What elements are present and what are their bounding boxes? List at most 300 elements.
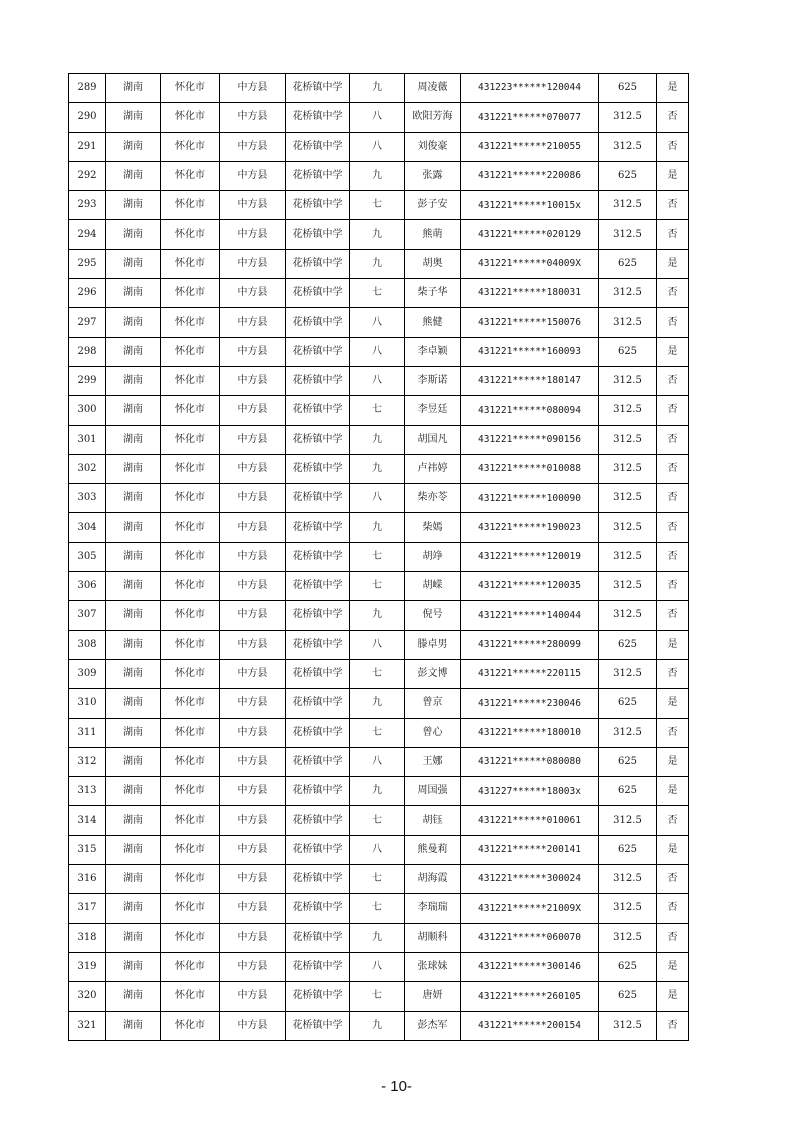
serial-number-cell: 294 <box>69 220 106 249</box>
county-cell: 中方县 <box>220 835 286 864</box>
flag-cell: 否 <box>657 894 689 923</box>
province-cell: 湖南 <box>106 308 161 337</box>
amount-cell: 312.5 <box>599 308 657 337</box>
province-cell: 湖南 <box>106 542 161 571</box>
grade-cell: 九 <box>350 777 405 806</box>
serial-number-cell: 308 <box>69 630 106 659</box>
city-cell: 怀化市 <box>161 425 220 454</box>
county-cell: 中方县 <box>220 161 286 190</box>
serial-number-cell: 304 <box>69 513 106 542</box>
grade-cell: 八 <box>350 952 405 981</box>
province-cell: 湖南 <box>106 220 161 249</box>
table-row <box>69 718 689 747</box>
student-name-cell: 胡钰 <box>405 806 461 835</box>
city-cell: 怀化市 <box>161 74 220 103</box>
city-cell: 怀化市 <box>161 659 220 688</box>
student-name-cell: 张球妹 <box>405 952 461 981</box>
student-name-cell: 胡顺科 <box>405 923 461 952</box>
amount-cell: 312.5 <box>599 865 657 894</box>
student-name-cell: 熊萌 <box>405 220 461 249</box>
serial-number-cell: 316 <box>69 865 106 894</box>
amount-cell: 625 <box>599 249 657 278</box>
id-number-cell: 431221******10015x <box>461 191 599 220</box>
school-cell: 花桥镇中学 <box>286 982 350 1011</box>
student-name-cell: 柴子华 <box>405 279 461 308</box>
grade-cell: 九 <box>350 513 405 542</box>
id-number-cell: 431221******200154 <box>461 1011 599 1040</box>
table-row <box>69 865 689 894</box>
flag-cell: 是 <box>657 630 689 659</box>
table-row <box>69 601 689 630</box>
school-cell: 花桥镇中学 <box>286 952 350 981</box>
province-cell: 湖南 <box>106 747 161 776</box>
city-cell: 怀化市 <box>161 366 220 395</box>
grade-cell: 八 <box>350 308 405 337</box>
amount-cell: 312.5 <box>599 542 657 571</box>
table-row <box>69 806 689 835</box>
flag-cell: 否 <box>657 484 689 513</box>
province-cell: 湖南 <box>106 689 161 718</box>
province-cell: 湖南 <box>106 132 161 161</box>
county-cell: 中方县 <box>220 865 286 894</box>
amount-cell: 312.5 <box>599 366 657 395</box>
serial-number-cell: 317 <box>69 894 106 923</box>
student-name-cell: 胡国凡 <box>405 425 461 454</box>
city-cell: 怀化市 <box>161 191 220 220</box>
subsidy-table <box>68 73 689 1041</box>
serial-number-cell: 311 <box>69 718 106 747</box>
county-cell: 中方县 <box>220 484 286 513</box>
province-cell: 湖南 <box>106 806 161 835</box>
id-number-cell: 431221******120019 <box>461 542 599 571</box>
city-cell: 怀化市 <box>161 308 220 337</box>
id-number-cell: 431221******120035 <box>461 572 599 601</box>
serial-number-cell: 310 <box>69 689 106 718</box>
grade-cell: 八 <box>350 835 405 864</box>
grade-cell: 七 <box>350 894 405 923</box>
student-name-cell: 卢祎婷 <box>405 454 461 483</box>
province-cell: 湖南 <box>106 337 161 366</box>
serial-number-cell: 292 <box>69 161 106 190</box>
county-cell: 中方县 <box>220 220 286 249</box>
table-row <box>69 894 689 923</box>
serial-number-cell: 321 <box>69 1011 106 1040</box>
id-number-cell: 431221******230046 <box>461 689 599 718</box>
grade-cell: 七 <box>350 982 405 1011</box>
school-cell: 花桥镇中学 <box>286 396 350 425</box>
table-row <box>69 777 689 806</box>
county-cell: 中方县 <box>220 396 286 425</box>
flag-cell: 否 <box>657 572 689 601</box>
table-row <box>69 191 689 220</box>
amount-cell: 312.5 <box>599 601 657 630</box>
amount-cell: 312.5 <box>599 103 657 132</box>
flag-cell: 是 <box>657 835 689 864</box>
table-row <box>69 220 689 249</box>
city-cell: 怀化市 <box>161 132 220 161</box>
school-cell: 花桥镇中学 <box>286 572 350 601</box>
serial-number-cell: 307 <box>69 601 106 630</box>
id-number-cell: 431221******070077 <box>461 103 599 132</box>
city-cell: 怀化市 <box>161 279 220 308</box>
province-cell: 湖南 <box>106 659 161 688</box>
grade-cell: 七 <box>350 396 405 425</box>
province-cell: 湖南 <box>106 74 161 103</box>
grade-cell: 八 <box>350 630 405 659</box>
serial-number-cell: 319 <box>69 952 106 981</box>
serial-number-cell: 296 <box>69 279 106 308</box>
county-cell: 中方县 <box>220 718 286 747</box>
grade-cell: 七 <box>350 542 405 571</box>
flag-cell: 否 <box>657 1011 689 1040</box>
student-name-cell: 曾心 <box>405 718 461 747</box>
county-cell: 中方县 <box>220 279 286 308</box>
flag-cell: 否 <box>657 659 689 688</box>
student-name-cell: 柴亦苓 <box>405 484 461 513</box>
province-cell: 湖南 <box>106 894 161 923</box>
id-number-cell: 431221******160093 <box>461 337 599 366</box>
flag-cell: 否 <box>657 454 689 483</box>
student-name-cell: 刘俊豪 <box>405 132 461 161</box>
amount-cell: 312.5 <box>599 659 657 688</box>
id-number-cell: 431221******21009X <box>461 894 599 923</box>
id-number-cell: 431221******150076 <box>461 308 599 337</box>
city-cell: 怀化市 <box>161 689 220 718</box>
flag-cell: 是 <box>657 689 689 718</box>
province-cell: 湖南 <box>106 279 161 308</box>
school-cell: 花桥镇中学 <box>286 806 350 835</box>
grade-cell: 九 <box>350 1011 405 1040</box>
student-name-cell: 欧阳芳海 <box>405 103 461 132</box>
grade-cell: 九 <box>350 161 405 190</box>
table-row <box>69 454 689 483</box>
province-cell: 湖南 <box>106 835 161 864</box>
student-name-cell: 周凌薇 <box>405 74 461 103</box>
flag-cell: 是 <box>657 161 689 190</box>
flag-cell: 否 <box>657 308 689 337</box>
city-cell: 怀化市 <box>161 337 220 366</box>
serial-number-cell: 315 <box>69 835 106 864</box>
id-number-cell: 431221******010088 <box>461 454 599 483</box>
table-row <box>69 952 689 981</box>
county-cell: 中方县 <box>220 542 286 571</box>
grade-cell: 七 <box>350 191 405 220</box>
table-row <box>69 425 689 454</box>
county-cell: 中方县 <box>220 191 286 220</box>
grade-cell: 八 <box>350 103 405 132</box>
amount-cell: 312.5 <box>599 572 657 601</box>
grade-cell: 九 <box>350 220 405 249</box>
grade-cell: 七 <box>350 279 405 308</box>
serial-number-cell: 302 <box>69 454 106 483</box>
province-cell: 湖南 <box>106 191 161 220</box>
province-cell: 湖南 <box>106 454 161 483</box>
school-cell: 花桥镇中学 <box>286 366 350 395</box>
table-row <box>69 484 689 513</box>
city-cell: 怀化市 <box>161 103 220 132</box>
id-number-cell: 431221******190023 <box>461 513 599 542</box>
province-cell: 湖南 <box>106 103 161 132</box>
city-cell: 怀化市 <box>161 1011 220 1040</box>
grade-cell: 七 <box>350 572 405 601</box>
id-number-cell: 431221******180031 <box>461 279 599 308</box>
city-cell: 怀化市 <box>161 952 220 981</box>
county-cell: 中方县 <box>220 74 286 103</box>
flag-cell: 是 <box>657 982 689 1011</box>
flag-cell: 否 <box>657 425 689 454</box>
flag-cell: 否 <box>657 923 689 952</box>
county-cell: 中方县 <box>220 308 286 337</box>
table-row <box>69 308 689 337</box>
school-cell: 花桥镇中学 <box>286 630 350 659</box>
province-cell: 湖南 <box>106 484 161 513</box>
city-cell: 怀化市 <box>161 630 220 659</box>
city-cell: 怀化市 <box>161 718 220 747</box>
serial-number-cell: 318 <box>69 923 106 952</box>
city-cell: 怀化市 <box>161 249 220 278</box>
id-number-cell: 431221******020129 <box>461 220 599 249</box>
school-cell: 花桥镇中学 <box>286 689 350 718</box>
county-cell: 中方县 <box>220 132 286 161</box>
city-cell: 怀化市 <box>161 396 220 425</box>
student-name-cell: 熊健 <box>405 308 461 337</box>
student-name-cell: 倪号 <box>405 601 461 630</box>
id-number-cell: 431221******04009X <box>461 249 599 278</box>
school-cell: 花桥镇中学 <box>286 279 350 308</box>
school-cell: 花桥镇中学 <box>286 513 350 542</box>
amount-cell: 312.5 <box>599 220 657 249</box>
city-cell: 怀化市 <box>161 601 220 630</box>
id-number-cell: 431221******010061 <box>461 806 599 835</box>
student-name-cell: 柴嫣 <box>405 513 461 542</box>
serial-number-cell: 305 <box>69 542 106 571</box>
county-cell: 中方县 <box>220 982 286 1011</box>
table-row <box>69 630 689 659</box>
id-number-cell: 431221******090156 <box>461 425 599 454</box>
flag-cell: 否 <box>657 191 689 220</box>
table-body <box>69 74 689 1041</box>
school-cell: 花桥镇中学 <box>286 220 350 249</box>
amount-cell: 312.5 <box>599 396 657 425</box>
serial-number-cell: 297 <box>69 308 106 337</box>
serial-number-cell: 293 <box>69 191 106 220</box>
id-number-cell: 431221******080094 <box>461 396 599 425</box>
city-cell: 怀化市 <box>161 572 220 601</box>
flag-cell: 否 <box>657 279 689 308</box>
id-number-cell: 431221******060070 <box>461 923 599 952</box>
county-cell: 中方县 <box>220 572 286 601</box>
flag-cell: 是 <box>657 74 689 103</box>
county-cell: 中方县 <box>220 659 286 688</box>
grade-cell: 九 <box>350 249 405 278</box>
flag-cell: 是 <box>657 249 689 278</box>
county-cell: 中方县 <box>220 806 286 835</box>
amount-cell: 312.5 <box>599 191 657 220</box>
id-number-cell: 431221******180147 <box>461 366 599 395</box>
grade-cell: 九 <box>350 74 405 103</box>
city-cell: 怀化市 <box>161 865 220 894</box>
grade-cell: 八 <box>350 337 405 366</box>
student-name-cell: 胡奥 <box>405 249 461 278</box>
school-cell: 花桥镇中学 <box>286 747 350 776</box>
county-cell: 中方县 <box>220 923 286 952</box>
student-name-cell: 胡海霞 <box>405 865 461 894</box>
student-name-cell: 彭子安 <box>405 191 461 220</box>
serial-number-cell: 309 <box>69 659 106 688</box>
serial-number-cell: 314 <box>69 806 106 835</box>
province-cell: 湖南 <box>106 777 161 806</box>
city-cell: 怀化市 <box>161 777 220 806</box>
serial-number-cell: 312 <box>69 747 106 776</box>
province-cell: 湖南 <box>106 982 161 1011</box>
amount-cell: 625 <box>599 689 657 718</box>
student-name-cell: 曾京 <box>405 689 461 718</box>
province-cell: 湖南 <box>106 952 161 981</box>
city-cell: 怀化市 <box>161 806 220 835</box>
grade-cell: 八 <box>350 132 405 161</box>
school-cell: 花桥镇中学 <box>286 718 350 747</box>
province-cell: 湖南 <box>106 425 161 454</box>
id-number-cell: 431221******210055 <box>461 132 599 161</box>
amount-cell: 312.5 <box>599 279 657 308</box>
table-row <box>69 366 689 395</box>
flag-cell: 否 <box>657 513 689 542</box>
student-name-cell: 周国强 <box>405 777 461 806</box>
student-name-cell: 李卓颖 <box>405 337 461 366</box>
grade-cell: 七 <box>350 865 405 894</box>
school-cell: 花桥镇中学 <box>286 601 350 630</box>
province-cell: 湖南 <box>106 630 161 659</box>
school-cell: 花桥镇中学 <box>286 191 350 220</box>
city-cell: 怀化市 <box>161 747 220 776</box>
amount-cell: 625 <box>599 74 657 103</box>
city-cell: 怀化市 <box>161 220 220 249</box>
serial-number-cell: 295 <box>69 249 106 278</box>
id-number-cell: 431221******180010 <box>461 718 599 747</box>
grade-cell: 九 <box>350 601 405 630</box>
province-cell: 湖南 <box>106 601 161 630</box>
serial-number-cell: 298 <box>69 337 106 366</box>
amount-cell: 625 <box>599 630 657 659</box>
grade-cell: 七 <box>350 806 405 835</box>
student-name-cell: 滕卓男 <box>405 630 461 659</box>
amount-cell: 625 <box>599 747 657 776</box>
grade-cell: 九 <box>350 689 405 718</box>
id-number-cell: 431221******300146 <box>461 952 599 981</box>
city-cell: 怀化市 <box>161 835 220 864</box>
flag-cell: 否 <box>657 806 689 835</box>
id-number-cell: 431221******260105 <box>461 982 599 1011</box>
table-row <box>69 337 689 366</box>
amount-cell: 312.5 <box>599 1011 657 1040</box>
amount-cell: 625 <box>599 835 657 864</box>
county-cell: 中方县 <box>220 366 286 395</box>
school-cell: 花桥镇中学 <box>286 161 350 190</box>
student-name-cell: 张露 <box>405 161 461 190</box>
county-cell: 中方县 <box>220 747 286 776</box>
id-number-cell: 431221******100090 <box>461 484 599 513</box>
table-row <box>69 279 689 308</box>
county-cell: 中方县 <box>220 630 286 659</box>
province-cell: 湖南 <box>106 923 161 952</box>
amount-cell: 312.5 <box>599 718 657 747</box>
county-cell: 中方县 <box>220 601 286 630</box>
table-row <box>69 132 689 161</box>
amount-cell: 312.5 <box>599 894 657 923</box>
flag-cell: 是 <box>657 337 689 366</box>
serial-number-cell: 290 <box>69 103 106 132</box>
flag-cell: 否 <box>657 366 689 395</box>
county-cell: 中方县 <box>220 103 286 132</box>
city-cell: 怀化市 <box>161 513 220 542</box>
table-row <box>69 659 689 688</box>
id-number-cell: 431221******140044 <box>461 601 599 630</box>
serial-number-cell: 320 <box>69 982 106 1011</box>
school-cell: 花桥镇中学 <box>286 337 350 366</box>
table-row <box>69 513 689 542</box>
province-cell: 湖南 <box>106 513 161 542</box>
serial-number-cell: 313 <box>69 777 106 806</box>
province-cell: 湖南 <box>106 249 161 278</box>
school-cell: 花桥镇中学 <box>286 1011 350 1040</box>
county-cell: 中方县 <box>220 513 286 542</box>
table-row <box>69 835 689 864</box>
table-row <box>69 689 689 718</box>
table-row <box>69 74 689 103</box>
school-cell: 花桥镇中学 <box>286 835 350 864</box>
county-cell: 中方县 <box>220 249 286 278</box>
id-number-cell: 431221******200141 <box>461 835 599 864</box>
county-cell: 中方县 <box>220 337 286 366</box>
county-cell: 中方县 <box>220 777 286 806</box>
serial-number-cell: 300 <box>69 396 106 425</box>
flag-cell: 否 <box>657 103 689 132</box>
amount-cell: 625 <box>599 952 657 981</box>
amount-cell: 312.5 <box>599 484 657 513</box>
table-row <box>69 982 689 1011</box>
flag-cell: 否 <box>657 718 689 747</box>
grade-cell: 九 <box>350 425 405 454</box>
province-cell: 湖南 <box>106 396 161 425</box>
flag-cell: 否 <box>657 865 689 894</box>
serial-number-cell: 299 <box>69 366 106 395</box>
grade-cell: 九 <box>350 454 405 483</box>
province-cell: 湖南 <box>106 865 161 894</box>
student-name-cell: 唐妍 <box>405 982 461 1011</box>
flag-cell: 否 <box>657 396 689 425</box>
amount-cell: 312.5 <box>599 923 657 952</box>
amount-cell: 625 <box>599 982 657 1011</box>
flag-cell: 否 <box>657 132 689 161</box>
table-row <box>69 542 689 571</box>
county-cell: 中方县 <box>220 894 286 923</box>
school-cell: 花桥镇中学 <box>286 132 350 161</box>
city-cell: 怀化市 <box>161 484 220 513</box>
county-cell: 中方县 <box>220 1011 286 1040</box>
student-name-cell: 胡嵘 <box>405 572 461 601</box>
student-name-cell: 彭杰军 <box>405 1011 461 1040</box>
school-cell: 花桥镇中学 <box>286 484 350 513</box>
table-row <box>69 923 689 952</box>
table-row <box>69 572 689 601</box>
school-cell: 花桥镇中学 <box>286 425 350 454</box>
id-number-cell: 431227******18003x <box>461 777 599 806</box>
flag-cell: 是 <box>657 952 689 981</box>
id-number-cell: 431221******080080 <box>461 747 599 776</box>
amount-cell: 312.5 <box>599 454 657 483</box>
student-name-cell: 李昱廷 <box>405 396 461 425</box>
county-cell: 中方县 <box>220 454 286 483</box>
